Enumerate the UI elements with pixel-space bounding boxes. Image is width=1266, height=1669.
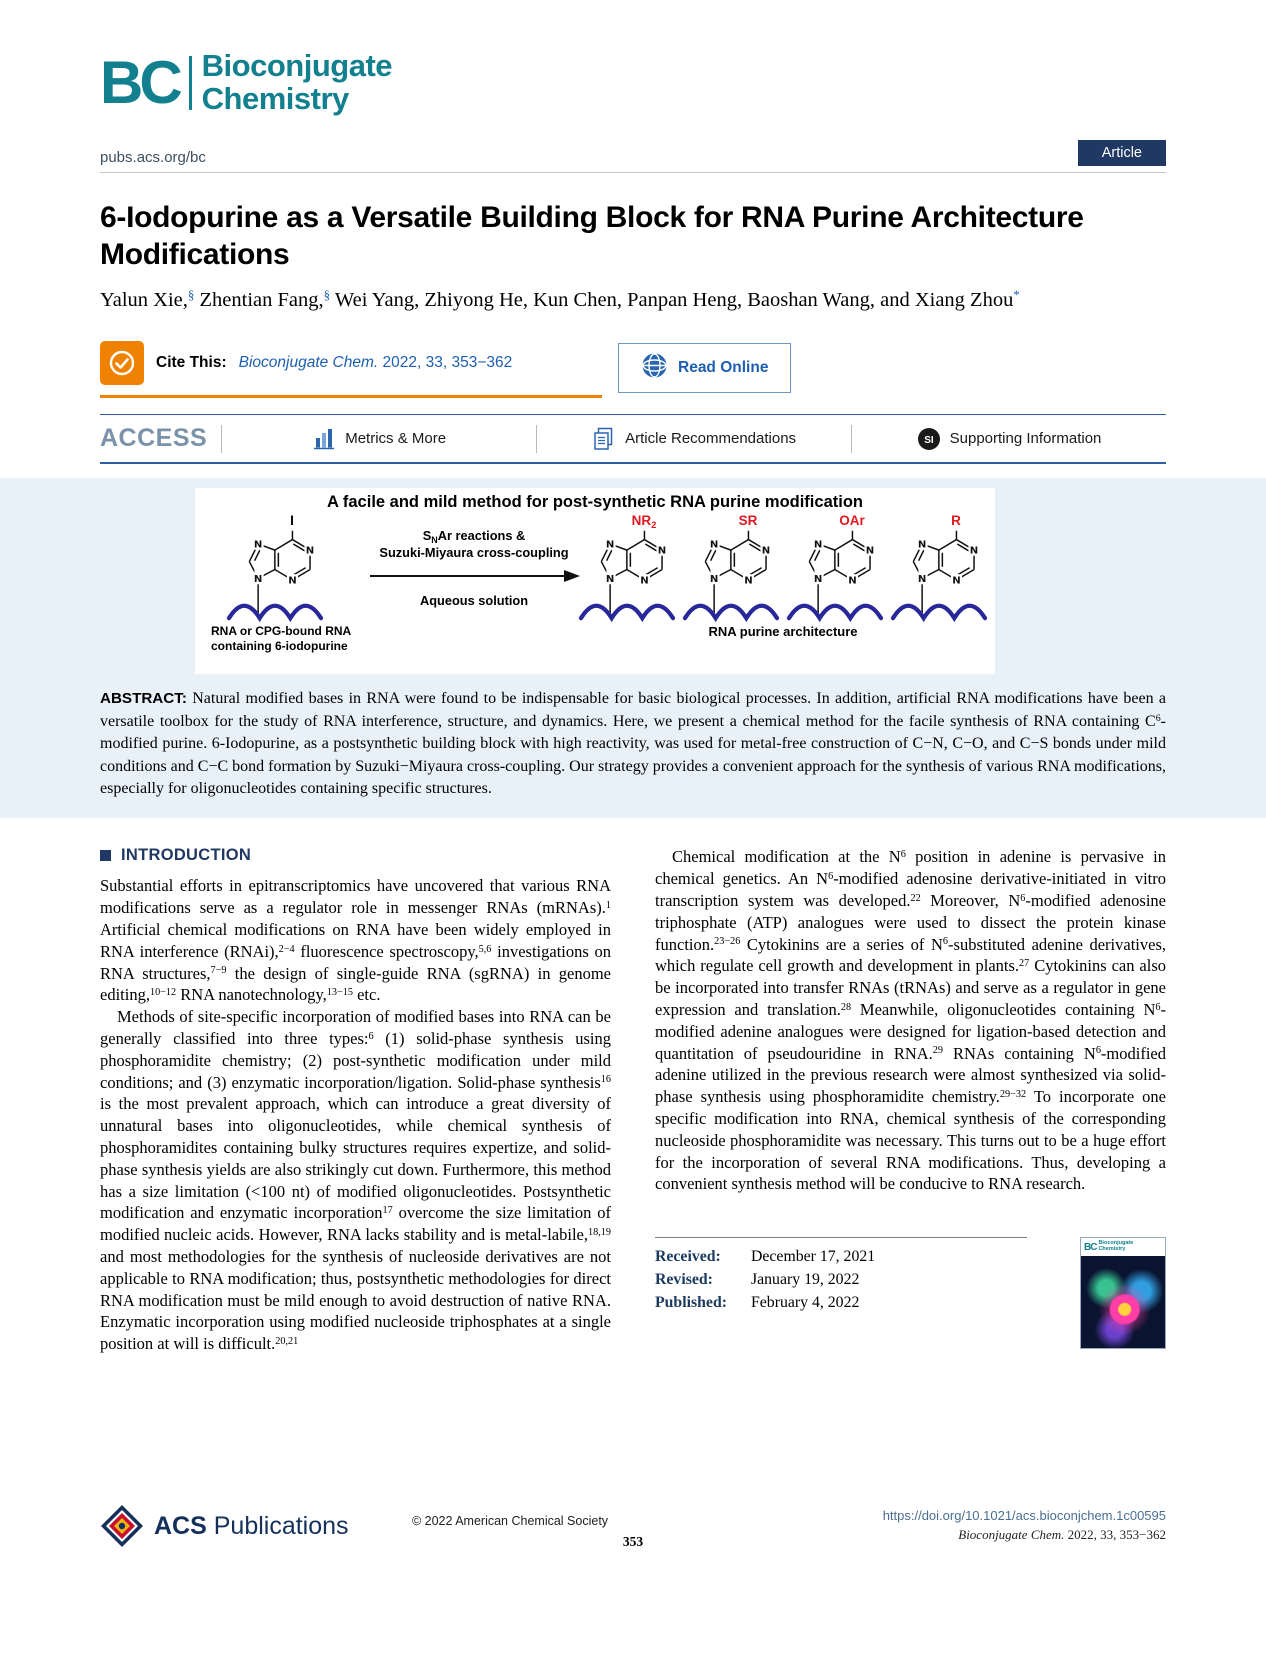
access-link[interactable]: ACCESS	[100, 424, 208, 453]
cite-journal-name: Bioconjugate Chem.	[238, 354, 379, 372]
recommendations-label: Article Recommendations	[625, 430, 797, 448]
read-online-button[interactable]	[618, 343, 791, 393]
site-row	[100, 140, 1166, 172]
citation-block	[883, 1508, 1166, 1543]
publisher-name-bold: ACS	[154, 1511, 207, 1540]
reaction-conditions-line2: Suzuki-Miyaura cross-coupling	[379, 545, 569, 561]
cover-name-line2: Chemistry	[1098, 1246, 1126, 1253]
rna-wave	[785, 599, 885, 622]
revised-row	[655, 1269, 1027, 1292]
copyright-notice: © 2022 American Chemical Society	[411, 1514, 609, 1528]
graphical-abstract-title: A facile and mild method for post-synthetic RNA purine modification	[327, 493, 863, 512]
journal-name	[202, 50, 392, 116]
right-column	[655, 846, 1166, 1355]
cover-journal-name	[1098, 1241, 1133, 1253]
received-row	[655, 1246, 1027, 1269]
metrics-and-more-link[interactable]	[222, 428, 536, 450]
received-date: December 17, 2021	[751, 1248, 876, 1266]
section-square-icon	[100, 850, 111, 861]
access-bar	[100, 414, 1166, 464]
products-group	[577, 513, 989, 640]
masthead-rule	[100, 172, 1166, 173]
reaction-solvent: Aqueous solution	[419, 592, 529, 608]
intro-paragraph-2: Methods of site-specific incorporation of modified bases into RNA can be generally classified into three types:$^6$ (1) solid-phase synthesis using phosphoramidite chemistry; (2) post-synthetic modification under mild conditions; and (3) enzymatic incorporation/ligation. Solid-phase synthesis$^{16}$ is the most prevalent approach, which can introduce a great diversity of unnatural bases into oligonucleotides, while chemical synthesis of phosphoramidites containing bulky structures requires expertize, and solid-phase synthesis yields are also strikingly cut down. Furthermore, this method has a size limitation (<100 nt) of modified oligonucleotides. Postsynthetic modification and enzymatic incorporation$^{17}$ overcome the size limitation of modified nucleic acids. However, RNA lacks stability and is metal-labile,$^{18,19}$ and most methodologies for the synthesis of nucleoside derivatives are not applicable to RNA modification; thus, postsynthetic methodologies for direct RNA modification must be mild enough to avoid destruction of native RNA. Enzymatic incorporation using modified nucleoside triphosphates at a single position at will is difficult.$^{20,21}$	[100, 1007, 611, 1354]
cover-artwork	[1081, 1256, 1165, 1348]
cite-reference	[239, 354, 513, 372]
revised-label: Revised:	[655, 1271, 713, 1289]
author-list: Yalun Xie,§ Zhentian Fang,§ Wei Yang, Zhiyong He, Kun Chen, Panpan Heng, Baoshan Wang, and Xiang Zhou*	[100, 287, 1020, 311]
product-molecule	[889, 513, 989, 624]
footer-citation-rest: 2022, 33, 353−362	[1064, 1527, 1166, 1542]
substituent-label: R	[951, 513, 961, 529]
cite-this-button[interactable]	[100, 337, 602, 398]
supporting-info-label: Supporting Information	[949, 430, 1102, 448]
published-date: February 4, 2022	[751, 1293, 860, 1311]
rna-wave	[225, 599, 325, 622]
article-type-badge: Article	[1078, 140, 1166, 166]
introduction-heading-label: INTRODUCTION	[121, 846, 252, 865]
metrics-label: Metrics & More	[345, 430, 447, 448]
cover-logo-mark: BC	[1084, 1241, 1097, 1253]
product-molecule	[785, 513, 885, 624]
graphical-abstract-band	[0, 478, 1266, 818]
product-molecule	[577, 513, 677, 624]
supporting-info-icon	[917, 427, 941, 451]
reactant-caption-line2: containing 6-iodopurine	[211, 639, 348, 654]
rna-wave	[889, 599, 989, 622]
article-dates	[655, 1237, 1027, 1315]
doi-link[interactable]: https://doi.org/10.1021/acs.bioconjchem.1c00595	[882, 1508, 1166, 1523]
rna-wave	[577, 599, 677, 622]
substituent-label: $NR_2$	[631, 513, 657, 531]
abstract-paragraph	[100, 688, 1166, 800]
article-title: 6-Iodopurine as a Versatile Building Block for RNA Purine Architecture Modifications	[100, 200, 1084, 272]
rna-wave	[681, 599, 781, 622]
recommendations-icon	[592, 427, 616, 451]
footer-citation	[883, 1527, 1166, 1543]
reactant-caption-line1: RNA or CPG-bound RNA	[211, 624, 352, 639]
globe-icon	[641, 352, 668, 384]
revised-date: January 19, 2022	[751, 1271, 860, 1289]
metrics-icon	[312, 428, 336, 450]
page-number: 353	[622, 1534, 644, 1549]
logo-divider	[189, 56, 192, 110]
supporting-information-link[interactable]	[852, 427, 1166, 451]
meta-row	[655, 1237, 1166, 1349]
abstract-label: ABSTRACT:	[100, 690, 187, 708]
journal-url-link[interactable]: pubs.acs.org/bc	[100, 148, 206, 166]
article-recommendations-link[interactable]	[537, 427, 851, 451]
journal-name-line2: Chemistry	[201, 80, 349, 116]
abstract-text: Natural modified bases in RNA were found to be indispensable for basic biological processes. In addition, artificial RNA modifications have been a versatile toolbox for the study of RNA interference, structure, and dynamics. Here, we present a chemical method for the facile synthesis of RNA containing $C^6$-modified purine. 6-Iodopurine, as a postsynthetic building block with high reactivity, was used for metal-free construction of C−N, C−O, and C−S bonds under mild conditions and C−C bond formation by Suzuki−Miyaura cross-coupling. Our strategy provides a convenient approach for the synthesis of various RNA modifications, especially for oligonucleotides containing specific structures.	[100, 690, 1167, 797]
footer-citation-journal: Bioconjugate Chem.	[958, 1527, 1065, 1542]
masthead	[0, 0, 1266, 172]
cite-row	[100, 337, 1166, 398]
substituent-label: OAr	[839, 513, 865, 529]
reactant-group	[211, 513, 373, 654]
journal-logo-mark: BC	[100, 48, 179, 116]
journal-logo[interactable]	[100, 50, 392, 116]
iodine-substituent-label: I	[290, 513, 294, 529]
products-caption: RNA purine architecture	[708, 624, 858, 640]
journal-name-line1: Bioconjugate	[201, 48, 393, 83]
introduction-heading	[100, 846, 611, 865]
supporting-info-icon-text: SI	[923, 434, 934, 446]
reaction-conditions-line1: $S_NAr$ reactions &	[422, 528, 526, 545]
publisher-name-rest: Publications	[206, 1511, 349, 1540]
intro-paragraph-3: Chemical modification at the $N^6$ position in adenine is pervasive in chemical genetics. An $N^6$-modified adenosine derivative-initiated in vitro transcription system was developed.$^{22}$ Moreover, $N^6$-modified adenosine triphosphate (ATP) analogues were used to dissect the protein kinase function.$^{23-26}$ Cytokinins are a series of $N^6$-substituted adenine derivatives, which regulate cell growth and development in plants.$^{27}$ Cytokinins can also be incorporated into transfer RNAs (tRNAs) and serve as a regulator in gene expression and translation.$^{28}$ Meanwhile, oligonucleotides containing $N^6$-modified adenine analogues were designed for ligation-based detection and quantitation of pseudouridine in RNA.$^{29}$ RNAs containing $N^6$-modified adenine utilized in the previous research were almost synthesized via solid-phase synthesis using phosphoramidite chemistry.$^{29-32}$ To incorporate one specific modification into RNA, chemical synthesis of the corresponding nucleoside phosphoramidite was necessary. This turns out to be a huge effort for the incorporation of several RNA modifications. Thus, developing a convenient synthesis method will be conducive to RNA research.	[655, 847, 1167, 1194]
read-online-label: Read Online	[678, 358, 769, 376]
products-row	[577, 513, 989, 624]
article-body	[100, 846, 1166, 1355]
reaction-arrow-icon	[368, 569, 580, 583]
reactant-caption	[211, 624, 373, 654]
published-label: Published:	[655, 1293, 727, 1311]
graphical-abstract	[195, 488, 995, 674]
reactant-molecule	[225, 513, 325, 624]
cite-check-icon	[100, 341, 144, 385]
cite-label: Cite This:	[156, 354, 227, 372]
journal-cover-thumbnail[interactable]	[1080, 1237, 1166, 1349]
substituent-label: SR	[738, 513, 758, 529]
left-column	[100, 846, 611, 1355]
product-molecule	[681, 513, 781, 624]
cover-header	[1081, 1238, 1165, 1256]
published-row	[655, 1292, 1027, 1315]
received-label: Received:	[655, 1248, 721, 1266]
intro-paragraph-1: Substantial efforts in epitranscriptomics have uncovered that various RNA modifications serve as a regulator role in messenger RNAs (mRNAs).$^1$ Artificial chemical modifications on RNA have been widely employed in RNA interference (RNAi),$^{2-4}$ fluorescence spectroscopy,$^{5,6}$ investigations on RNA structures,$^{7-9}$ the design of single-guide RNA (sgRNA) in genome editing,$^{10-12}$ RNA nanotechnology,$^{13-15}$ etc.	[100, 876, 611, 1005]
cite-journal-issue: 2022, 33, 353−362	[382, 354, 513, 372]
page-footer	[100, 1498, 1166, 1578]
reaction-arrow-group	[363, 528, 585, 609]
cover-name-line1: Bioconjugate	[1098, 1240, 1134, 1247]
